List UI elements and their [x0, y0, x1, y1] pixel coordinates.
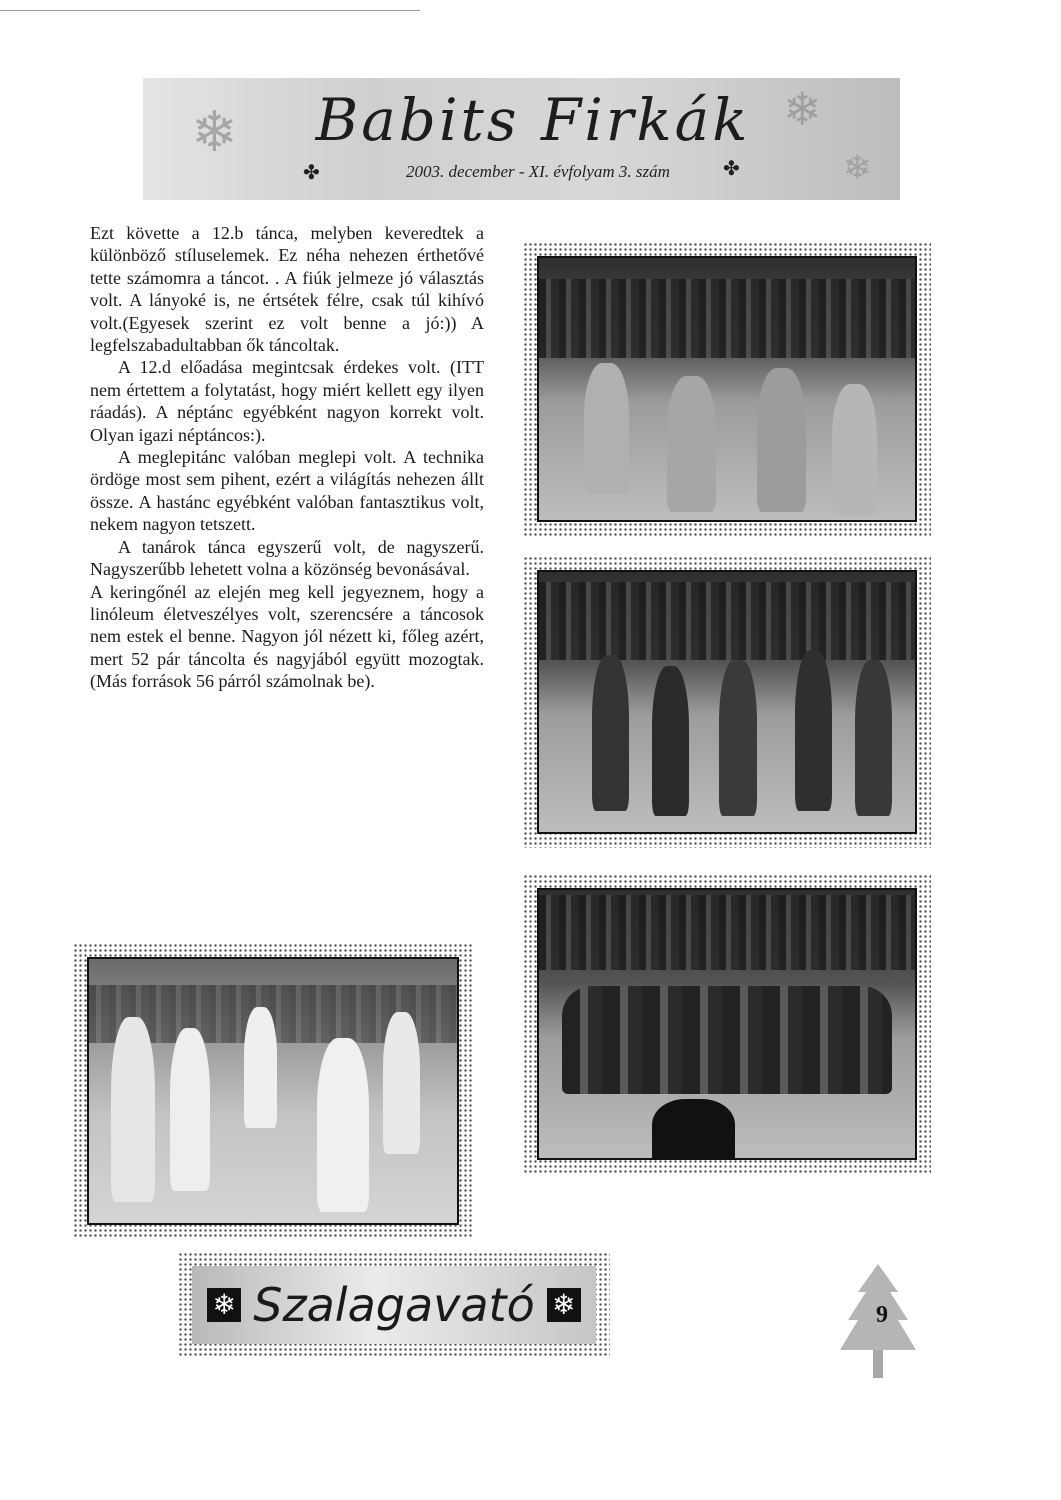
photo-frame-dancers-1	[523, 242, 931, 536]
page-number: 9	[876, 1302, 888, 1328]
photo	[537, 256, 917, 522]
photo	[537, 888, 917, 1160]
snowflake-icon: ❄	[843, 148, 872, 188]
article-text	[90, 222, 484, 693]
top-rule	[0, 10, 420, 11]
newspaper-title: Babits Firkák	[315, 86, 751, 154]
snowflake-icon: ❄	[783, 82, 822, 136]
snowflake-icon: ❄	[191, 100, 238, 165]
paragraph: A meglepitánc valóban meglepi volt. A technika ördöge most sem pihent, ezért a világítás nehezen állt össze. A hastánc egyébként valóban fantasztikus volt, nekem nagyon tetszett.	[90, 447, 484, 535]
snowflake-icon: ❄	[547, 1288, 581, 1322]
paragraph: Ezt követte a 12.b tánca, melyben keveredtek a különböző stíluselemek. Ez néha nehezen érthetővé tette számomra a táncot. . A fiúk jelmeze jó választás volt. A lányoké is, ne értsétek félre, csak túl kihívó volt.(Egyesek szerint ez volt benne a jó:)) A legfelszabadultabban ők táncoltak.	[90, 223, 484, 356]
issue-line: 2003. december - XI. évfolyam 3. szám	[406, 162, 670, 181]
holly-icon: ✤	[723, 156, 740, 180]
section-banner	[178, 1252, 610, 1358]
paragraph: A 12.d előadása megintcsak érdekes volt. (ITT nem értettem a folytatást, hogy miért kellett egy ilyen ráadás). A néptánc egyébként nagyon korrekt volt. Olyan igazi néptáncos:).	[90, 357, 484, 445]
holly-icon: ✤	[303, 160, 320, 184]
photo-frame-group	[523, 874, 931, 1174]
photo	[537, 570, 917, 834]
photo-frame-waltz	[73, 943, 473, 1239]
masthead-banner	[143, 78, 900, 200]
photo	[87, 957, 459, 1225]
section-title: Szalagavató	[253, 1278, 535, 1332]
snowflake-icon: ❄	[207, 1288, 241, 1322]
paragraph: A tanárok tánca egyszerű volt, de nagyszerű. Nagyszerűbb lehetett volna a közönség bevonásával.	[90, 536, 484, 580]
photo-frame-dancers-2	[523, 556, 931, 848]
paragraph: A keringőnél az elején meg kell jegyeznem, hogy a linóleum életveszélyes volt, szerencsére a táncosok nem estek el benne. Nagyon jól nézett ki, főleg azért, mert 52 pár táncolta és nagyjából együtt mozogtak. (Más források 56 párról számolnak be).	[90, 581, 484, 692]
